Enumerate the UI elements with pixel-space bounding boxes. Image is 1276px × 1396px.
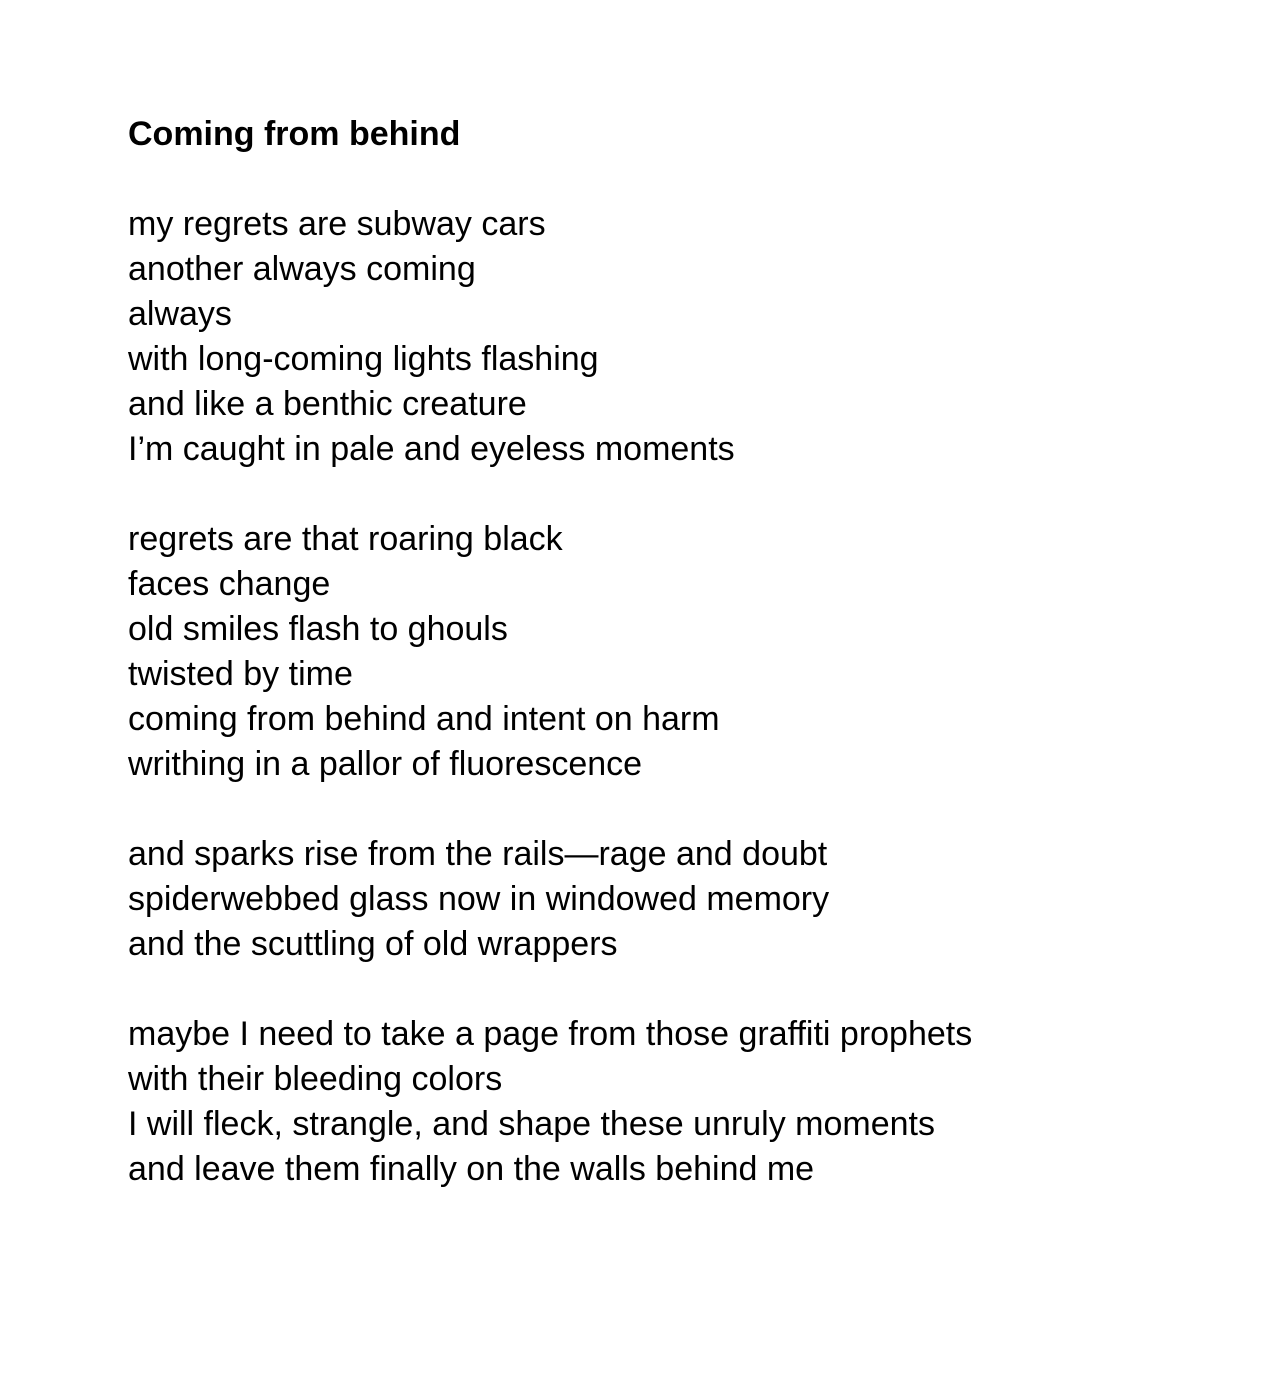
poem-line: my regrets are subway cars: [128, 205, 546, 243]
stanza-1: [128, 202, 1228, 472]
poem-line: coming from behind and intent on harm: [128, 700, 720, 738]
poem-line: spiderwebbed glass now in windowed memory: [128, 880, 830, 918]
poem-line: and sparks rise from the rails—rage and doubt: [128, 835, 828, 873]
stanza-3: [128, 832, 1228, 967]
poem-title: Coming from behind: [128, 115, 461, 153]
poem-line: another always coming: [128, 250, 476, 288]
poem-line: always: [128, 295, 232, 333]
poem-line: and the scuttling of old wrappers: [128, 925, 618, 963]
poem-line: writhing in a pallor of fluorescence: [128, 745, 643, 783]
poem-line: twisted by time: [128, 655, 353, 693]
stanza-2: [128, 517, 1228, 787]
poem-line: faces change: [128, 565, 331, 603]
poem-line: I’m caught in pale and eyeless moments: [128, 430, 735, 468]
stanza-4: [128, 1012, 1228, 1192]
poem-line: old smiles flash to ghouls: [128, 610, 508, 648]
poem-line: regrets are that roaring black: [128, 520, 563, 558]
poem-line: and leave them finally on the walls behind me: [128, 1150, 815, 1188]
poem-document: [128, 112, 1228, 1237]
poem-line: maybe I need to take a page from those graffiti prophets: [128, 1015, 973, 1053]
poem-line: with their bleeding colors: [128, 1060, 503, 1098]
poem-line: and like a benthic creature: [128, 385, 527, 423]
poem-line: I will fleck, strangle, and shape these unruly moments: [128, 1105, 935, 1143]
poem-line: with long-coming lights flashing: [128, 340, 599, 378]
